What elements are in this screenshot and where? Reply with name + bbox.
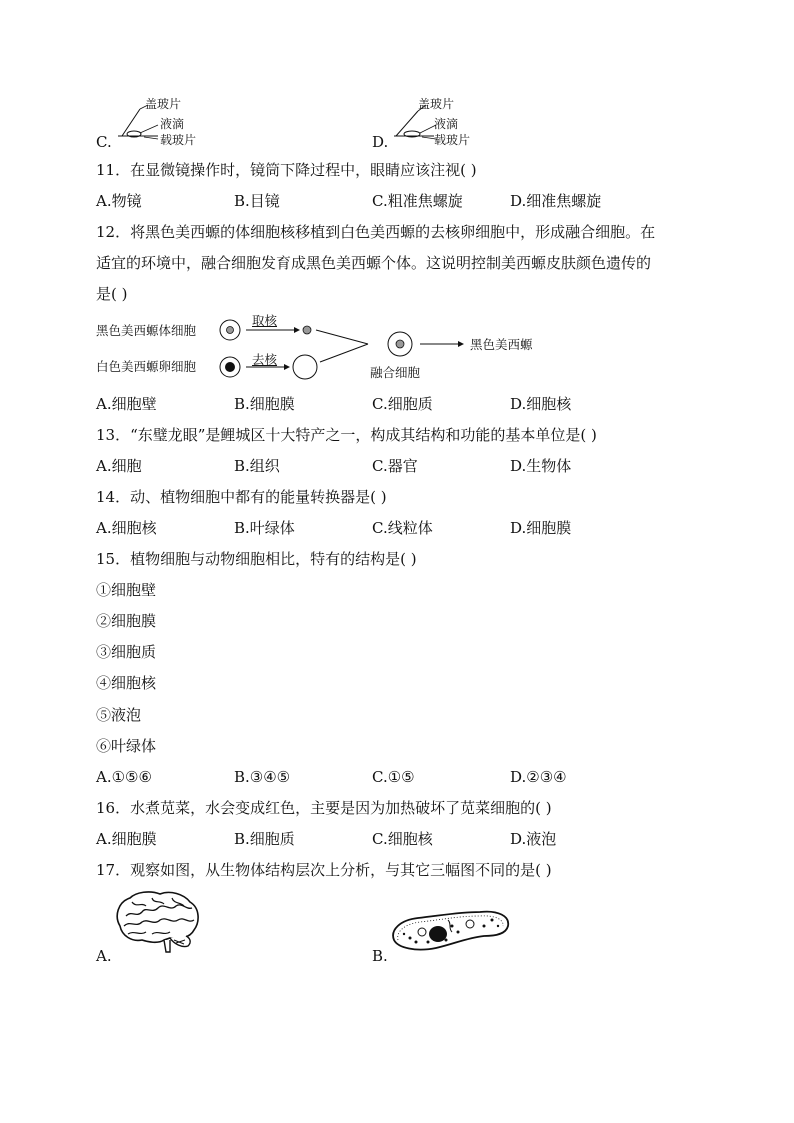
q11-option-c: C.粗准焦螺旋 [372, 192, 463, 210]
q14-option-c: C.线粒体 [372, 519, 433, 537]
q13-option-a: A.细胞 [96, 457, 142, 475]
q14-option-b: B.叶绿体 [234, 519, 295, 537]
question-17-stem: 17．观察如图，从生物体结构层次上分析，与其它三幅图不同的是( ) [96, 861, 552, 879]
figure-d-label-drop: 液滴 [434, 117, 459, 131]
q15-item-3: ③细胞质 [96, 643, 157, 661]
q15-option-b: B.③④⑤ [234, 768, 291, 786]
nuclear-transfer-diagram [210, 310, 470, 380]
figure-c-letter: C. [96, 133, 112, 151]
q17-figure-a-letter: A. [96, 947, 112, 965]
question-12-stem-line1: 12．将黑色美西螈的体细胞核移植到白色美西螈的去核卵细胞中，形成融合细胞。在 [96, 223, 656, 241]
q13-option-b: B.组织 [234, 457, 280, 475]
question-13-stem: 13．“东璧龙眼”是鲤城区十大特产之一，构成其结构和功能的基本单位是( ) [96, 426, 597, 444]
question-16-stem: 16．水煮苋菜，水会变成红色，主要是因为加热破坏了苋菜细胞的( ) [96, 799, 552, 817]
figure-c-label-cover: 盖玻片 [145, 97, 182, 111]
question-14-stem: 14．动、植物细胞中都有的能量转换器是( ) [96, 488, 387, 506]
q16-option-a: A.细胞膜 [96, 830, 157, 848]
enucleated-egg [293, 355, 317, 379]
diagram-result-label: 黑色美西螈 [470, 337, 533, 352]
diagram-fused-cell-label: 融合细胞 [370, 365, 421, 380]
diagram-black-somatic-label: 黑色美西螈体细胞 [96, 323, 197, 338]
q12-option-b: B.细胞膜 [234, 395, 295, 413]
extracted-nucleus [303, 326, 311, 334]
figure-d-label-slide: 载玻片 [434, 133, 471, 147]
q14-option-d: D.细胞膜 [510, 519, 572, 537]
q15-item-5: ⑤液泡 [96, 706, 142, 724]
q16-option-c: C.细胞核 [372, 830, 433, 848]
q11-option-a: A.物镜 [96, 192, 142, 210]
figure-c-label-drop: 液滴 [160, 117, 185, 131]
brain-icon [112, 890, 202, 954]
q15-option-a: A.①⑤⑥ [96, 768, 152, 786]
q16-option-d: D.液泡 [510, 830, 557, 848]
q15-item-6: ⑥叶绿体 [96, 737, 157, 755]
diagram-take-nucleus-label: 取核 [252, 313, 278, 328]
figure-d-letter: D. [372, 133, 389, 151]
question-15-stem: 15．植物细胞与动物细胞相比，特有的结构是( ) [96, 550, 417, 568]
q17-figure-b-letter: B. [372, 947, 388, 965]
question-12-stem-line3: 是( ) [96, 285, 128, 303]
figure-c-label-slide: 载玻片 [160, 133, 197, 147]
q12-option-d: D.细胞核 [510, 395, 572, 413]
diagram-white-egg-label: 白色美西螈卵细胞 [96, 359, 197, 374]
q11-option-d: D.细准焦螺旋 [510, 192, 602, 210]
q13-option-d: D.生物体 [510, 457, 572, 475]
q15-option-d: D.②③④ [510, 768, 567, 786]
q14-option-a: A.细胞核 [96, 519, 157, 537]
q12-option-a: A.细胞壁 [96, 395, 157, 413]
q15-item-4: ④细胞核 [96, 674, 157, 692]
diagram-remove-nucleus-label: 去核 [252, 352, 278, 367]
q13-option-c: C.器官 [372, 457, 418, 475]
q15-option-c: C.①⑤ [372, 768, 415, 786]
question-11-stem: 11．在显微镜操作时，镜筒下降过程中，眼睛应该注视( ) [96, 161, 477, 179]
figure-d-label-cover: 盖玻片 [418, 97, 455, 111]
q15-item-2: ②细胞膜 [96, 612, 157, 630]
q16-option-b: B.细胞质 [234, 830, 295, 848]
q12-option-c: C.细胞质 [372, 395, 433, 413]
paramecium-icon [388, 906, 514, 954]
q15-item-1: ①细胞壁 [96, 581, 157, 599]
q11-option-b: B.目镜 [234, 192, 280, 210]
question-12-stem-line2: 适宜的环境中，融合细胞发育成黑色美西螈个体。这说明控制美西螈皮肤颜色遗传的 [96, 254, 652, 272]
